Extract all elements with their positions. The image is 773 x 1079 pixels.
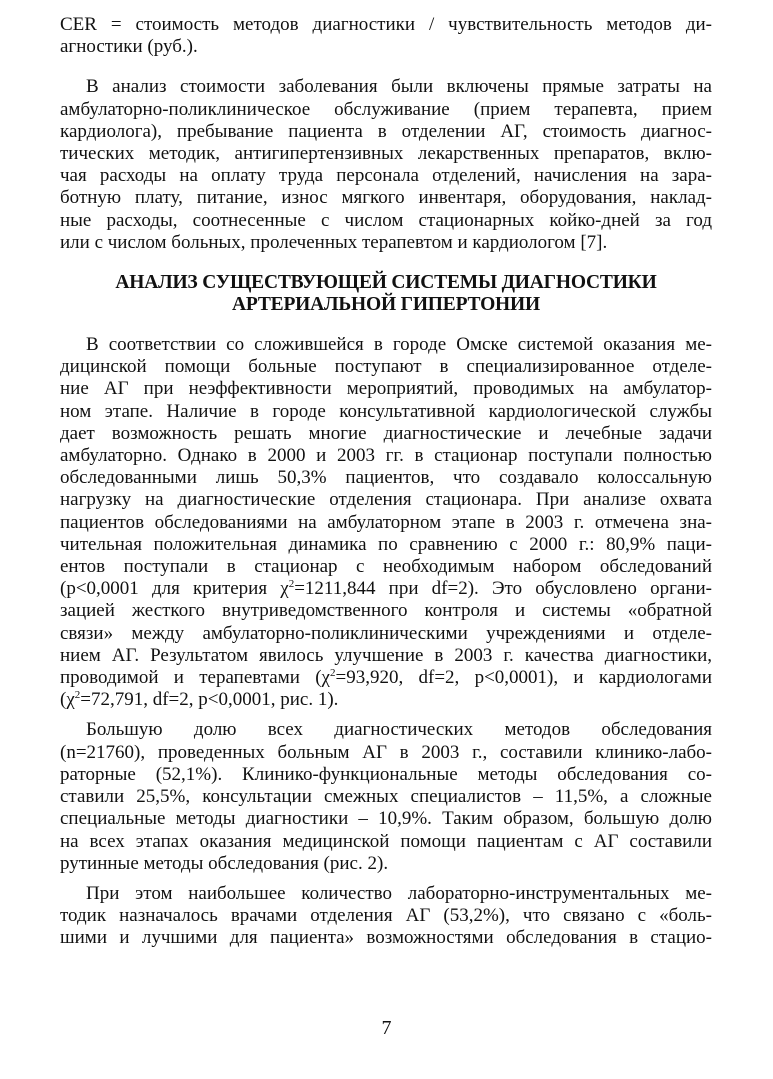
- text-line: В соответствии со сложившейся в городе Омске системой оказания ме-: [86, 334, 712, 356]
- paragraph-laboratory-methods: [60, 883, 712, 950]
- text-segment: =1211,844 при df=2). Это обусловлено органи-: [294, 578, 712, 600]
- text-line-chi-square: [60, 578, 712, 600]
- text-line: зацией жесткого внутриведомственного контроля и системы «обратной: [60, 600, 712, 622]
- text-line: ботную плату, питание, износ мягкого инвентаря, оборудования, наклад-: [60, 187, 712, 209]
- text-line: тических методик, антигипертензивных лекарственных препаратов, вклю-: [60, 143, 712, 165]
- section-heading: [60, 272, 712, 316]
- paragraph-cost-analysis: [60, 76, 712, 254]
- text-line: нагрузку на диагностические отделения стационара. При анализе охвата: [60, 489, 712, 511]
- text-segment: =72,791, df=2, p<0,0001, рис. 1).: [80, 689, 339, 711]
- text-line: амбулаторно. Однако в 2000 и 2003 гг. в стационар поступали полностью: [60, 445, 712, 467]
- superscript: 2: [329, 667, 336, 680]
- page-number: 7: [381, 1017, 392, 1039]
- text-line: рутинные методы обследования (рис. 2).: [60, 852, 389, 874]
- text-line: Большую долю всех диагностических методов обследования: [86, 719, 712, 741]
- text-line: нием АГ. Результатом явилось улучшение в 2003 г. качества диагностики,: [60, 644, 712, 666]
- text-line: В анализ стоимости заболевания были включены прямые затраты на: [86, 76, 712, 98]
- paragraph-omsk-system: [60, 334, 712, 711]
- text-line: раторные (52,1%). Клинико-функциональные методы обследования со-: [60, 763, 712, 785]
- text-line: пациентов обследованиями на амбулаторном этапе в 2003 г. отмечена зна-: [60, 511, 712, 533]
- text-line: CER = стоимость методов диагностики / чувствительность методов ди-: [60, 14, 712, 35]
- text-line: амбулаторно-поликлиническое обслуживание (прием терапевта, прием: [60, 98, 712, 120]
- text-segment: (p<0,0001 для критерия χ: [60, 578, 289, 600]
- text-line: чительная положительная динамика по сравнению с 2000 г.: 80,9% паци-: [60, 533, 712, 555]
- text-line: специальные методы диагностики – 10,9%. Таким образом, большую долю: [60, 808, 712, 830]
- paragraph-diagnostic-methods: [60, 719, 712, 874]
- text-segment: =93,920, df=2, p<0,0001), и кардиологами: [335, 667, 712, 689]
- paragraph-cer-formula: [60, 14, 712, 58]
- text-line: агностики (руб.).: [60, 36, 198, 58]
- text-line: дицинской помощи больные поступают в специализированное отделе-: [60, 356, 712, 378]
- text-line: тодик назначалось врачами отделения АГ (53,2%), что связано с «боль-: [60, 905, 712, 927]
- text-segment: (χ: [60, 689, 75, 711]
- text-line: связи» между амбулаторно-поликлиническими учреждениями и отделе-: [60, 622, 712, 644]
- text-line: ние АГ при неэффективности мероприятий, проводимых на амбулатор-: [60, 378, 712, 400]
- heading-line: АРТЕРИАЛЬНОЙ ГИПЕРТОНИИ: [232, 294, 540, 316]
- text-line: ставили 25,5%, консультации смежных специалистов – 11,5%, а сложные: [60, 786, 712, 808]
- text-line: или с числом больных, пролеченных терапевтом и кардиологом [7].: [60, 231, 608, 253]
- text-line: При этом наибольшее количество лабораторно-инструментальных ме-: [86, 882, 712, 904]
- page-body: [60, 14, 712, 950]
- text-line: обследованными лишь 50,3% пациентов, что создавало колоссальную: [60, 467, 712, 489]
- text-line: кардиолога), пребывание пациента в отделении АГ, стоимость диагнос-: [60, 120, 712, 142]
- text-line: ные расходы, соотнесенные с числом стационарных койко-дней за год: [60, 209, 712, 231]
- text-line: (n=21760), проведенных больным АГ в 2003 г., составили клинико-лабо-: [60, 741, 712, 763]
- heading-line: АНАЛИЗ СУЩЕСТВУЮЩЕЙ СИСТЕМЫ ДИАГНОСТИКИ: [115, 272, 657, 294]
- text-line: на всех этапах оказания медицинской помощи пациентам с АГ составили: [60, 830, 712, 852]
- text-line: ном этапе. Наличие в городе консультативной кардиологической службы: [60, 400, 712, 422]
- text-line: ентов поступали в стационар с необходимым набором обследований: [60, 556, 712, 578]
- text-line: чая расходы на оплату труда персонала отделений, начисления на зара-: [60, 165, 712, 187]
- text-line-chi-square: [60, 667, 712, 689]
- text-segment: проводимой и терапевтами (χ: [60, 667, 330, 689]
- text-line: дает возможность решать многие диагностические и лечебные задачи: [60, 422, 712, 444]
- superscript: 2: [288, 578, 295, 591]
- text-line-chi-square: [60, 689, 712, 711]
- text-line: шими и лучшими для пациента» возможностями обследования в стацио-: [60, 927, 712, 949]
- superscript: 2: [74, 689, 81, 702]
